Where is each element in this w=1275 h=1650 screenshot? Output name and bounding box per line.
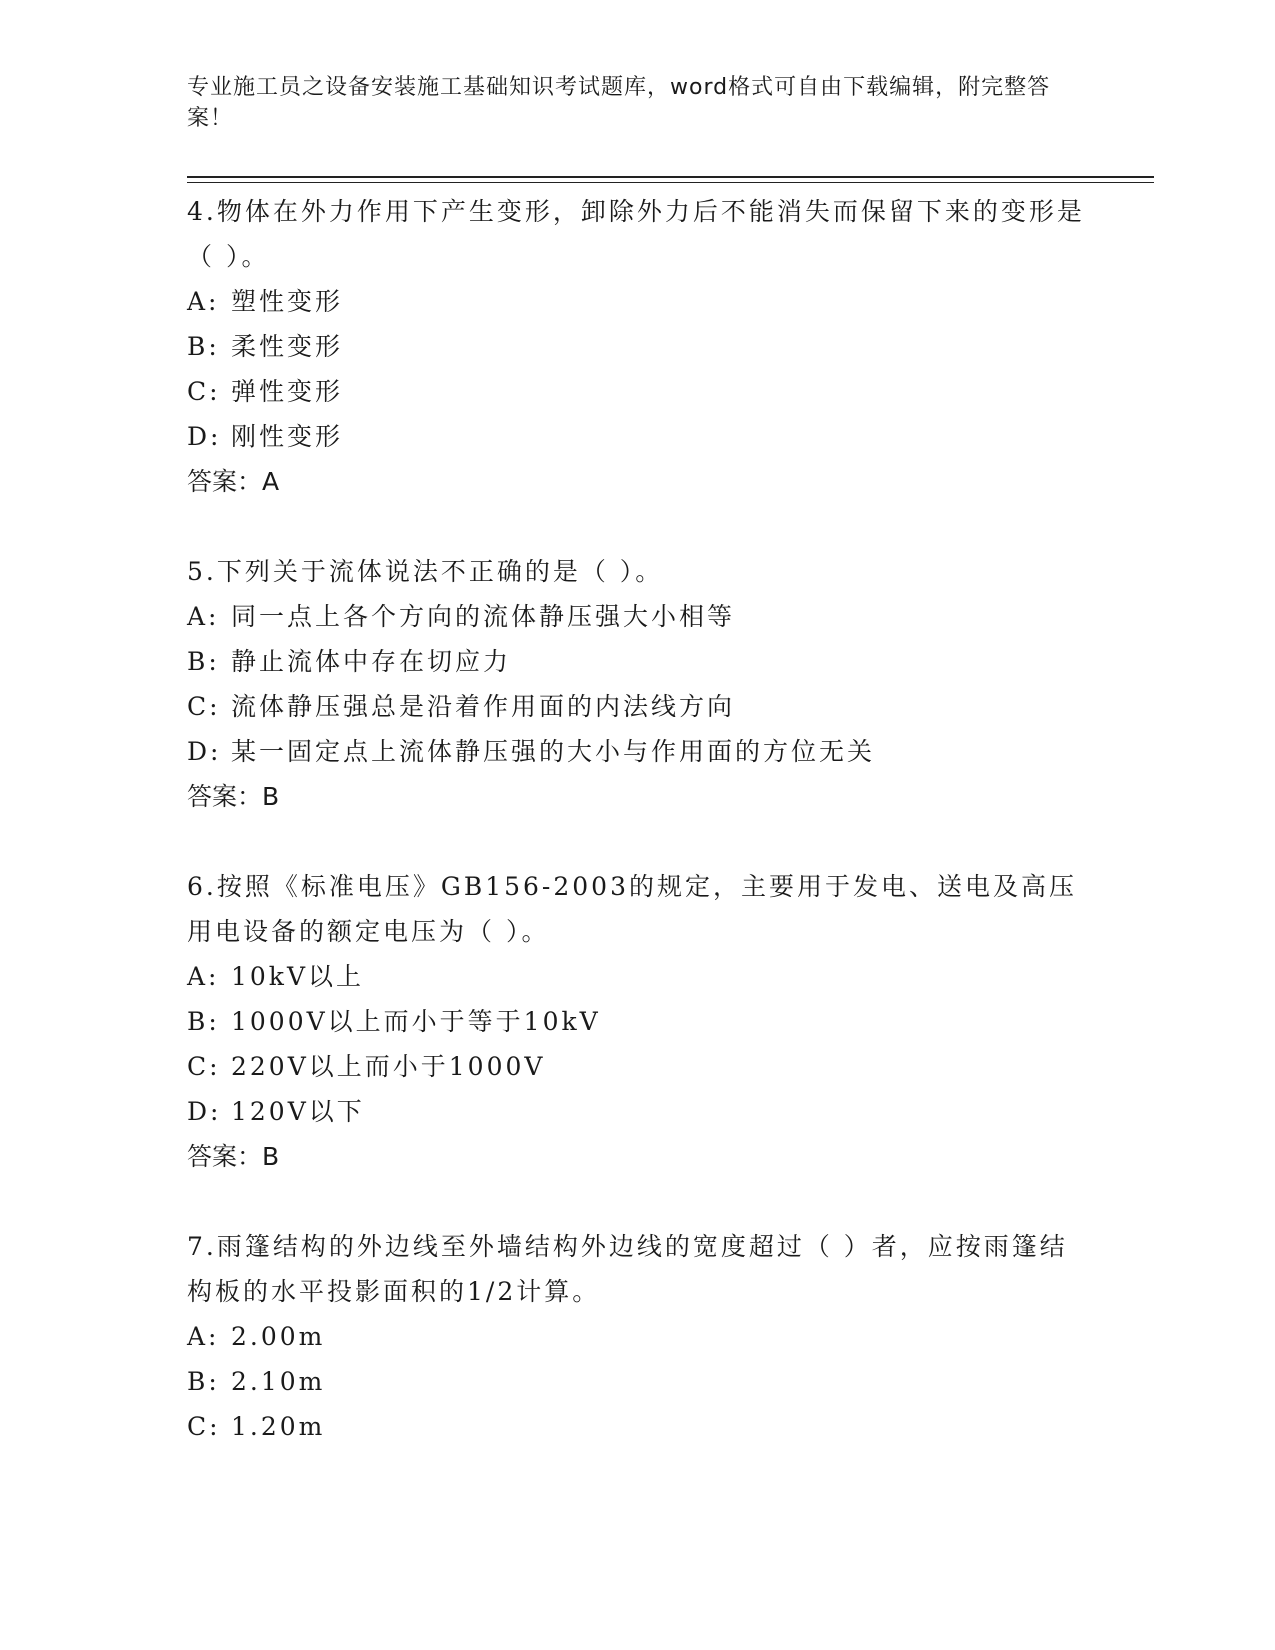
option-letter: D: xyxy=(187,1097,222,1126)
option-text: 2.00m xyxy=(231,1322,326,1351)
question-5 xyxy=(187,549,1087,819)
option-c xyxy=(187,684,1087,729)
answer-label: 答案： xyxy=(187,1142,263,1171)
option-d xyxy=(187,1089,1087,1134)
option-b xyxy=(187,999,1087,1044)
option-text: 10kV以上 xyxy=(231,962,365,991)
question-list xyxy=(187,189,1087,1494)
option-text: 220V以上而小于1000V xyxy=(231,1052,546,1081)
option-b xyxy=(187,639,1087,684)
option-letter: B: xyxy=(187,1367,220,1396)
option-a xyxy=(187,954,1087,999)
option-letter: B: xyxy=(187,647,220,676)
option-letter: C: xyxy=(187,1052,221,1081)
option-text: 同一点上各个方向的流体静压强大小相等 xyxy=(231,602,736,631)
option-letter: A: xyxy=(187,602,220,631)
header-divider-thick xyxy=(187,176,1154,178)
option-c xyxy=(187,369,1087,414)
answer-value: B xyxy=(262,1142,280,1171)
option-text: 120V以下 xyxy=(231,1097,365,1126)
option-b xyxy=(187,324,1087,369)
answer-label: 答案： xyxy=(187,467,263,496)
answer-label: 答案： xyxy=(187,782,263,811)
option-letter: B: xyxy=(187,332,220,361)
question-7 xyxy=(187,1224,1087,1449)
answer-line xyxy=(187,1134,1087,1179)
question-text: 6.按照《标准电压》GB156-2003的规定，主要用于发电、送电及高压用电设备的额定电压为（ ）。 xyxy=(187,872,1077,946)
option-text: 刚性变形 xyxy=(231,422,344,451)
question-text: 7.雨篷结构的外边线至外墙结构外边线的宽度超过（ ）者，应按雨篷结构板的水平投影面积的1/2计算。 xyxy=(187,1232,1068,1306)
option-letter: A: xyxy=(187,1322,220,1351)
option-text: 塑性变形 xyxy=(231,287,344,316)
option-b xyxy=(187,1359,1087,1404)
option-a xyxy=(187,594,1087,639)
answer-line xyxy=(187,774,1087,819)
question-4 xyxy=(187,189,1087,504)
option-c xyxy=(187,1404,1087,1449)
option-letter: C: xyxy=(187,692,221,721)
option-text: 1.20m xyxy=(231,1412,326,1441)
option-text: 1000V以上而小于等于10kV xyxy=(231,1007,601,1036)
option-text: 流体静压强总是沿着作用面的内法线方向 xyxy=(231,692,736,721)
option-text: 2.10m xyxy=(231,1367,326,1396)
option-letter: C: xyxy=(187,377,221,406)
option-letter: A: xyxy=(187,962,220,991)
option-text: 弹性变形 xyxy=(231,377,344,406)
document-header: 专业施工员之设备安装施工基础知识考试题库，word格式可自由下载编辑，附完整答案！ xyxy=(187,75,1051,131)
option-letter: B: xyxy=(187,1007,220,1036)
option-d xyxy=(187,414,1087,459)
answer-value: A xyxy=(262,467,280,496)
option-text: 静止流体中存在切应力 xyxy=(231,647,512,676)
option-a xyxy=(187,1314,1087,1359)
option-letter: A: xyxy=(187,287,220,316)
option-a xyxy=(187,279,1087,324)
question-6 xyxy=(187,864,1087,1179)
option-letter: D: xyxy=(187,422,222,451)
question-text: 5.下列关于流体说法不正确的是（ ）。 xyxy=(187,557,664,586)
option-d xyxy=(187,729,1087,774)
option-text: 柔性变形 xyxy=(231,332,344,361)
option-text: 某一固定点上流体静压强的大小与作用面的方位无关 xyxy=(231,737,876,766)
option-letter: C: xyxy=(187,1412,221,1441)
question-text: 4.物体在外力作用下产生变形，卸除外力后不能消失而保留下来的变形是（ ）。 xyxy=(187,197,1085,271)
option-letter: D: xyxy=(187,737,222,766)
option-c xyxy=(187,1044,1087,1089)
answer-value: B xyxy=(262,782,280,811)
header-divider-thin xyxy=(187,182,1154,183)
answer-line xyxy=(187,459,1087,504)
